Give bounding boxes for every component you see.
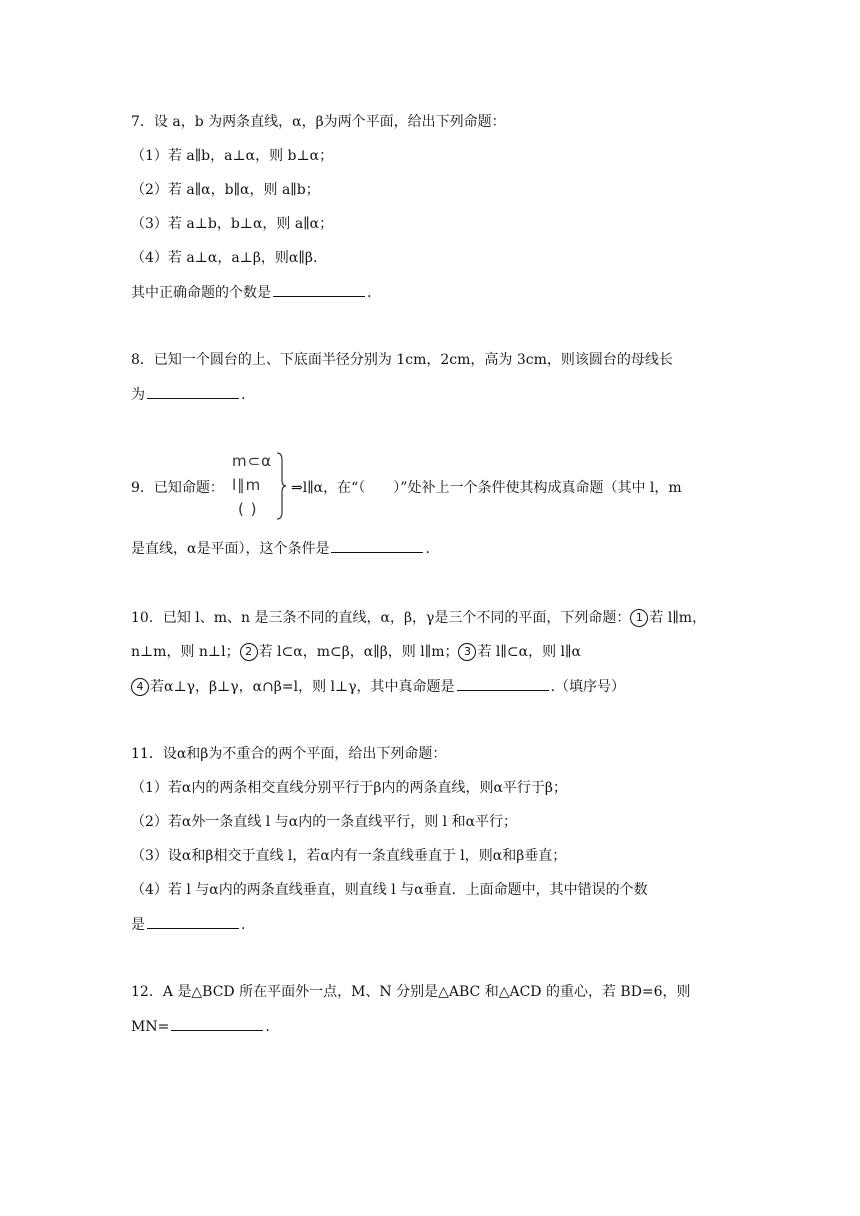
q9-line2-pre: 是直线，α是平面），这个条件是 — [131, 541, 330, 557]
q10-line3-pre: 若α⊥γ，β⊥γ，α∩β=l，则 l⊥γ，其中真命题是 — [150, 679, 455, 695]
q7-ask: 其中正确命题的个数是 — [131, 285, 271, 301]
q11-item-2: （2）若α外一条直线 l 与α内的一条直线平行，则 l 和α平行； — [131, 814, 518, 830]
q9-post: ⇒l∥α，在“（ ）”处补上一个条件使其构成真命题（其中 l，m — [291, 480, 682, 496]
q9-sys-row-3: ( ) — [238, 500, 258, 518]
q7-item-4: （4）若 a⊥α，a⊥β，则α∥β. — [131, 250, 318, 266]
q10-line1-pre: 10．已知 l、m、n 是三条不同的直线，α，β，γ是三个不同的平面，下列命题： — [131, 610, 631, 626]
q10-line2-mid: 若 l⊂α，m⊂β，α∥β，则 l∥m； — [258, 644, 459, 660]
q9-answer-blank[interactable] — [331, 538, 423, 553]
q7-item-1: （1）若 a∥b，a⊥α，则 b⊥α； — [131, 148, 334, 164]
q11-item-3: （3）设α和β相交于直线 l，若α内有一条直线垂直于 l，则α和β垂直； — [131, 848, 567, 864]
q8-line-2 — [131, 384, 245, 405]
circled-number-3: 3 — [458, 643, 476, 661]
circled-number-2: 2 — [240, 643, 258, 661]
q11-end: . — [241, 917, 246, 933]
q12-end: . — [265, 1019, 270, 1035]
q10-line3-post: .（填序号） — [550, 679, 626, 695]
q9-end: . — [425, 541, 430, 557]
q11-line-end — [131, 914, 245, 935]
q8-line-1: 8．已知一个圆台的上、下底面半径分别为 1cm，2cm，高为 3cm，则该圆台的母线长 — [131, 352, 673, 368]
q12-line-2 — [131, 1016, 270, 1037]
q10-line-3 — [131, 676, 625, 697]
q8-line2-pre: 为 — [131, 387, 145, 403]
q7-item-3: （3）若 a⊥b，b⊥α，则 a∥α； — [131, 216, 334, 232]
q11-stem: 11．设α和β为不重合的两个平面，给出下列命题： — [131, 746, 447, 762]
q12-line-1: 12．A 是△BCD 所在平面外一点，M、N 分别是△ABC 和△ACD 的重心，若 BD=6，则 — [131, 984, 691, 1000]
q9-pre: 9．已知命题： — [131, 480, 224, 496]
circled-number-4: 4 — [131, 678, 149, 696]
q11-line2-pre: 是 — [131, 917, 145, 933]
q12-answer-blank[interactable] — [171, 1016, 263, 1031]
q10-line2-post: 若 l∥⊂α，则 l∥α — [477, 644, 581, 660]
right-brace-icon — [276, 452, 286, 520]
q9-sys-row-1: m⊂α — [232, 452, 273, 470]
q8-answer-blank[interactable] — [147, 384, 239, 399]
circled-number-1: 1 — [630, 609, 648, 627]
q9-sys-row-2: l∥m — [232, 476, 262, 494]
q10-line1-post: 若 l∥m， — [649, 610, 707, 626]
q7-item-2: （2）若 a∥α，b∥α，则 a∥b； — [131, 182, 320, 198]
q7-question — [131, 282, 371, 303]
q7-stem: 7．设 a，b 为两条直线，α，β为两个平面，给出下列命题： — [131, 114, 506, 130]
q9-condition-system — [226, 450, 290, 526]
q11-item-4: （4）若 l 与α内的两条直线垂直，则直线 l 与α垂直．上面命题中，其中错误的个数 — [131, 882, 648, 898]
q7-answer-blank[interactable] — [273, 282, 365, 297]
q10-line-1 — [131, 608, 706, 628]
q11-answer-blank[interactable] — [147, 914, 239, 929]
q10-line2-pre: n⊥m，则 n⊥l； — [131, 644, 240, 660]
q12-line2-pre: MN= — [131, 1019, 170, 1035]
q11-item-1: （1）若α内的两条相交直线分别平行于β内的两条直线，则α平行于β； — [131, 780, 568, 796]
q7-end: . — [367, 285, 372, 301]
q9-line-2 — [131, 538, 430, 559]
q8-end: . — [241, 387, 246, 403]
q10-line-2 — [131, 642, 581, 662]
q10-answer-blank[interactable] — [457, 676, 549, 691]
